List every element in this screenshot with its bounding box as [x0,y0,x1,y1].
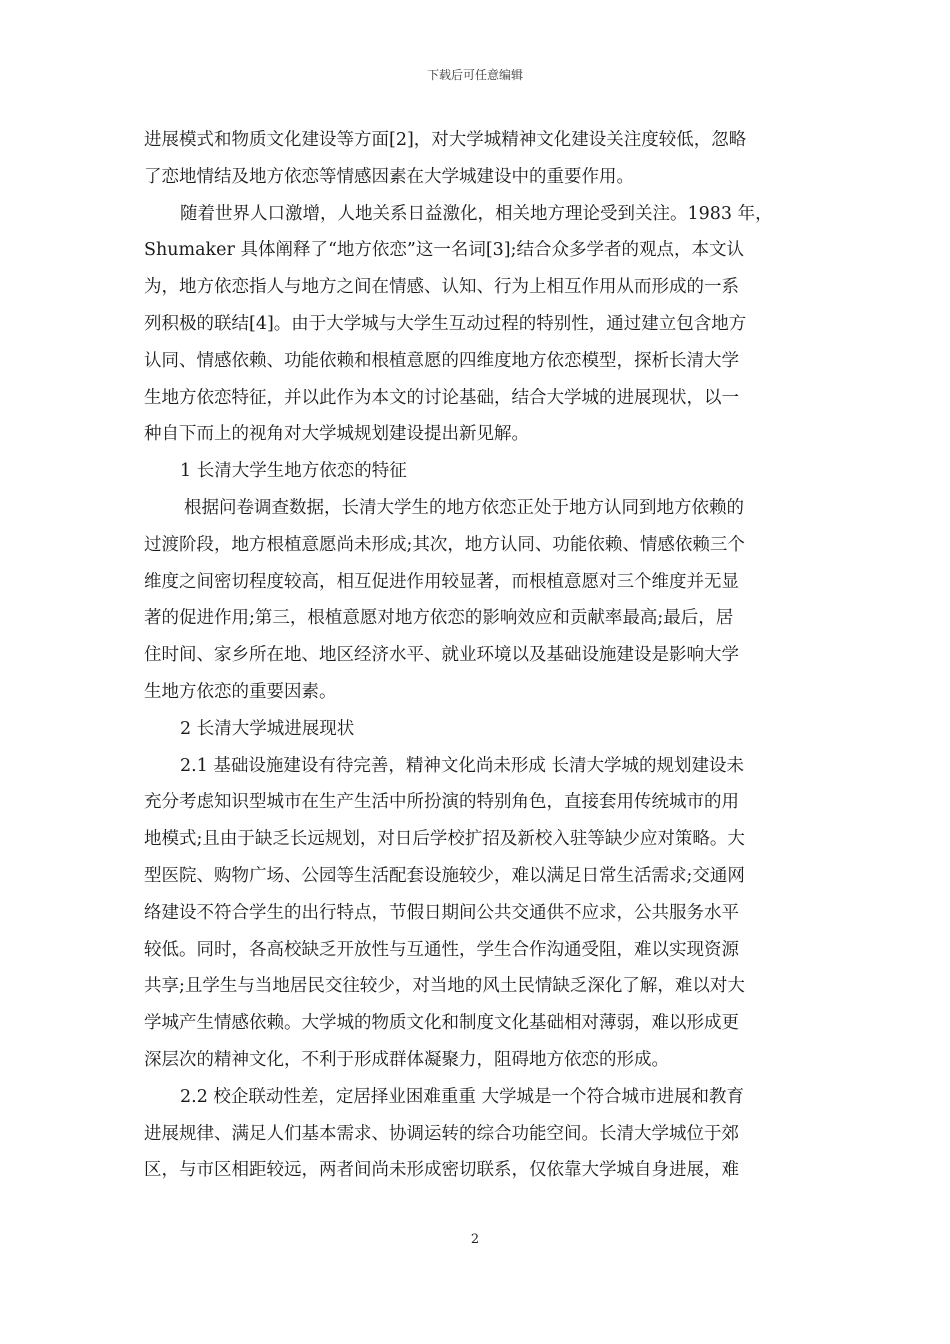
text-line: 地模式;且由于缺乏长远规划，对日后学校扩招及新校入驻等缺少应对策略。大 [144,829,745,850]
document-body [144,122,804,1189]
text-line: 列积极的联结[4]。由于大学城与大学生互动过程的特别性，通过建立包含地方 [144,313,747,334]
text-line: 根据问卷调查数据，长清大学生的地方依恋正处于地方认同到地方依赖的 [184,497,744,518]
text-line: 为，地方依恋指人与地方之间在情感、认知、行为上相互作用从而形成的一系 [144,277,739,298]
text-line: 住时间、家乡所在地、地区经济水平、就业环境以及基础设施建设是影响大学 [144,645,739,666]
text-line: 了恋地情结及地方依恋等情感因素在大学城建设中的重要作用。 [144,166,634,187]
text-line: 维度之间密切程度较高，相互促进作用较显著，而根植意愿对三个维度并无显 [144,571,739,592]
page-number: 2 [470,1232,480,1247]
text-line: 2.1 基础设施建设有待完善，精神文化尚未形成 长清大学城的规划建设未 [180,755,744,776]
text-line: 充分考虑知识型城市在生产生活中所扮演的特别角色，直接套用传统城市的用 [144,792,739,813]
section-heading: 2 长清大学城进展现状 [180,718,355,739]
text-line: 络建设不符合学生的出行特点，节假日期间公共交通供不应求，公共服务水平 [144,902,739,923]
text-line: 随着世界人口激增，人地关系日益激化，相关地方理论受到关注。1983 年， [180,203,773,224]
text-line: 认同、情感依赖、功能依赖和根植意愿的四维度地方依恋模型，探析长清大学 [144,350,739,371]
text-line: Shumaker 具体阐释了“地方依恋”这一名词[3];结合众多学者的观点，本文认 [144,240,745,261]
text-line: 学城产生情感依赖。大学城的物质文化和制度文化基础相对薄弱，难以形成更 [144,1013,739,1034]
text-line: 较低。同时，各高校缺乏开放性与互通性，学生合作沟通受阻，难以实现资源 [144,939,739,960]
text-line: 种自下而上的视角对大学城规划建设提出新见解。 [144,424,529,445]
text-line: 区，与市区相距较远，两者间尚未形成密切联系，仅依靠大学城自身进展，难 [144,1160,739,1181]
text-line: 著的促进作用;第三，根植意愿对地方依恋的影响效应和贡献率最高;最后，居 [144,608,734,629]
section-heading: 1 长清大学生地方依恋的特征 [180,461,407,482]
text-line: 过渡阶段，地方根植意愿尚未形成;其次，地方认同、功能依赖、情感依赖三个 [144,534,745,555]
text-line: 进展模式和物质文化建设等方面[2]，对大学城精神文化建设关注度较低，忽略 [144,130,747,150]
text-line: 共享;且学生与当地居民交往较少，对当地的风土民情缺乏深化了解，难以对大 [144,976,745,997]
text-line: 2.2 校企联动性差，定居择业困难重重 大学城是一个符合城市进展和教育 [180,1086,744,1107]
text-line: 型医院、购物广场、公园等生活配套设施较少，难以满足日常生活需求;交通网 [144,865,745,886]
page-header: 下载后可任意编辑 [426,68,523,82]
text-line: 生地方依恋的重要因素。 [144,681,337,702]
text-line: 生地方依恋特征，并以此作为本文的讨论基础，结合大学城的进展现状，以一 [144,387,739,408]
text-line: 进展规律、满足人们基本需求、协调运转的综合功能空间。长清大学城位于郊 [144,1123,739,1144]
text-line: 深层次的精神文化，不利于形成群体凝聚力，阻碍地方依恋的形成。 [144,1049,669,1070]
